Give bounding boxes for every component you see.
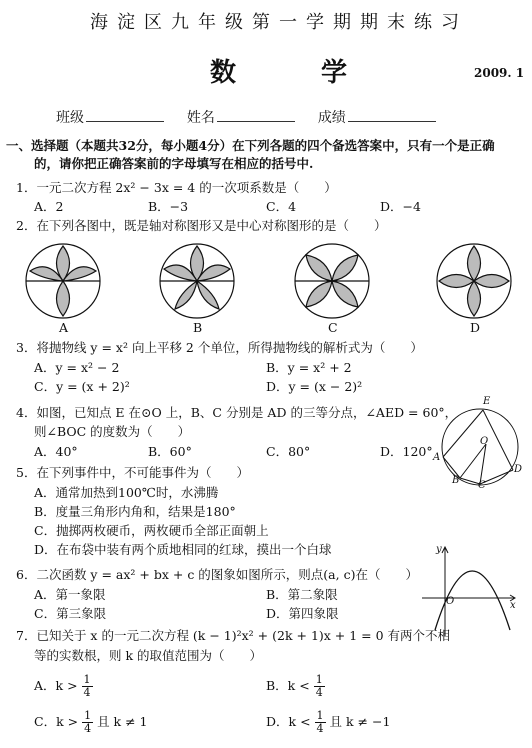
class-field[interactable] [86,109,164,122]
q5-option-d[interactable]: D．在布袋中装有两个质地相同的红球，摸出一个白球 [34,542,332,557]
q4-fig-label-o: O [480,436,489,447]
q1-option-c[interactable]: C．4 [266,199,297,214]
q7-option-c-text: C．k > [34,714,79,729]
q6-option-c[interactable]: C．第三象限 [34,606,107,621]
q3-option-b[interactable]: B．y = x² + 2 [266,360,352,375]
fraction-denominator: 4 [316,722,324,735]
q4-fig-label-c: C [478,480,486,491]
q2-label-d: D [470,320,481,335]
q6-fig-label-o: O [446,596,455,607]
q6-option-d[interactable]: D．第四象限 [266,606,339,621]
q7-option-b-fraction [314,674,325,699]
q7-stem-line-2: 等的实数根，则 k 的取值范围为（ ） [34,648,263,663]
q2-figure-d [437,244,511,318]
q5-option-c[interactable]: C．抛掷两枚硬币，两枚硬币全部正面朝上 [34,523,269,538]
q6-fig-label-x: x [510,600,516,611]
section-line-2: 的，请你把正确答案前的字母填写在相应的括号中. [34,156,314,171]
fraction-denominator: 4 [84,722,92,735]
q4-stem-line-1: 4．如图，已知点 E 在⊙O 上，B、C 分别是 AD 的三等分点，∠AED = 60°， [16,405,458,420]
q6-stem: 6．二次函数 y = ax² + bx + c 的图象如图所示，则点(a, c)在（ ） [16,567,418,582]
q7-option-d[interactable] [266,710,390,735]
q4-option-c[interactable]: C．80° [266,444,311,459]
q7-option-a-text: A．k > [34,678,78,693]
q2-stem: 2．在下列各图中，既是轴对称图形又是中心对称图形的是（ ） [16,218,387,233]
q2-figure-b [160,244,234,318]
q7-option-c[interactable] [34,710,147,735]
score-label: 成绩 [317,110,346,126]
q1-option-d[interactable]: D．−4 [380,199,421,214]
q6-fig-label-y: y [436,544,442,555]
q2-label-a: A [59,320,69,335]
q3-option-c[interactable]: C．y = (x + 2)² [34,379,130,394]
class-label: 班级 [56,110,84,126]
q7-option-d-text: D．k < [266,714,311,729]
q4-option-b[interactable]: B．60° [148,444,192,459]
q7-option-d-condition: 且 k ≠ −1 [329,714,391,729]
q7-option-c-fraction [82,710,93,735]
name-field[interactable] [217,109,295,122]
info-line [56,109,436,126]
fraction-denominator: 4 [83,686,91,699]
exam-date: 2009. 1 [474,66,525,80]
q4-fig-label-b: B [452,475,460,486]
q7-option-a-fraction [82,674,93,699]
q1-option-b[interactable]: B．−3 [148,199,189,214]
q7-option-b-text: B．k < [266,678,310,693]
fraction-numerator: 1 [83,673,91,686]
q2-figure-a [26,244,100,318]
q6-parabola-figure [418,540,528,640]
fraction-numerator: 1 [315,673,323,686]
fraction-numerator: 1 [316,709,324,722]
name-label: 姓名 [186,110,215,126]
q7-option-a[interactable] [34,674,93,699]
exam-title: 海淀区九年级第一学期期末练习 [90,12,468,33]
q4-fig-label-e: E [483,396,491,407]
q2-label-c: C [328,320,338,335]
q5-stem: 5．在下列事件中，不可能事件为（ ） [16,465,249,480]
q2-label-b: B [193,320,203,335]
q7-stem-line-1: 7．已知关于 x 的一元二次方程 (k − 1)²x² + (2k + 1)x + 1 = 0 有两个不相 [16,628,451,643]
q4-fig-label-a: A [433,452,441,463]
q5-option-a[interactable]: A．通常加热到100℃时，水沸腾 [34,485,219,500]
q7-option-c-condition: 且 k ≠ 1 [97,714,148,729]
q2-figures [0,236,532,346]
q5-option-b[interactable]: B．度量三角形内角和，结果是180° [34,504,236,519]
q7-option-b[interactable] [266,674,325,699]
q6-option-a[interactable]: A．第一象限 [34,587,106,602]
q4-fig-label-d: D [514,464,523,475]
q4-option-d[interactable]: D．120° [380,444,433,459]
fraction-denominator: 4 [315,686,323,699]
q4-stem-line-2: 则∠BOC 的度数为（ ） [34,424,191,439]
q4-option-a[interactable]: A．40° [34,444,78,459]
q3-option-a[interactable]: A．y = x² − 2 [34,360,120,375]
score-field[interactable] [348,109,436,122]
q3-option-d[interactable]: D．y = (x − 2)² [266,379,363,394]
q1-option-a[interactable]: A．2 [34,199,64,214]
q7-option-d-fraction [315,710,326,735]
q3-stem: 3．将抛物线 y = x² 向上平移 2 个单位，所得抛物线的解析式为（ ） [16,340,423,355]
subject-title: 数 学 [210,58,386,88]
fraction-numerator: 1 [84,709,92,722]
q2-figure-c [295,244,369,318]
section-line-1: 一、选择题（本题共32分，每小题4分）在下列各题的四个备选答案中，只有一个是正确 [6,138,495,153]
q1-stem: 1．一元二次方程 2x² − 3x = 4 的一次项系数是（ ） [16,180,337,195]
q6-option-b[interactable]: B．第二象限 [266,587,338,602]
